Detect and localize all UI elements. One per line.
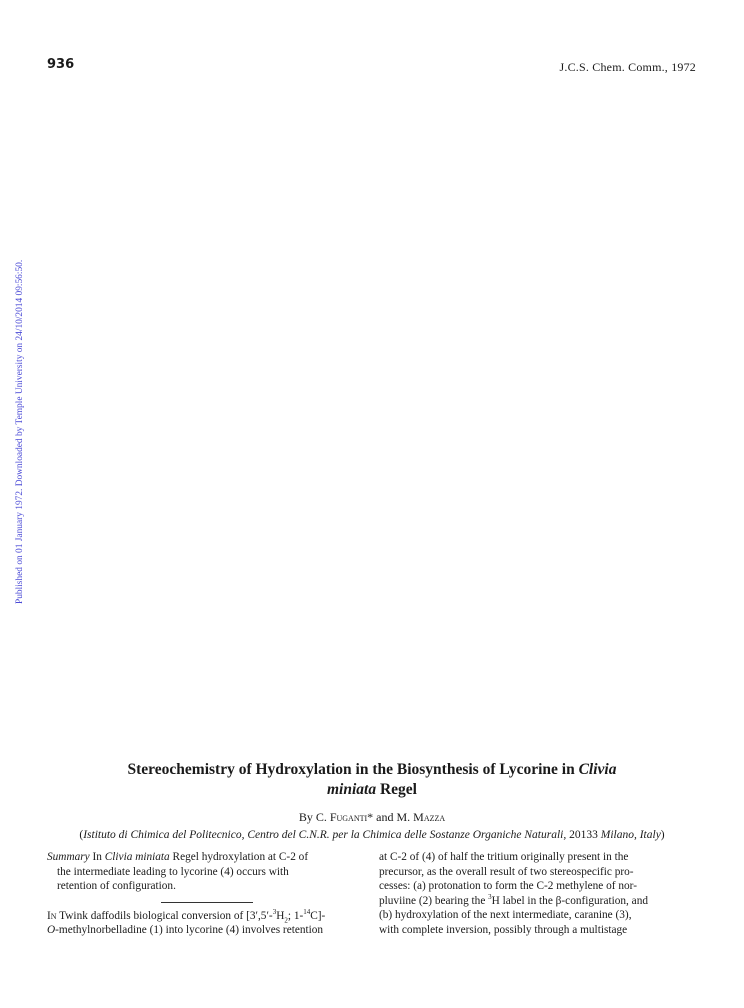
- body-text: H: [276, 909, 285, 922]
- summary-species: Clivia miniata: [104, 851, 170, 863]
- right-column: [379, 850, 698, 938]
- summary-text: In: [89, 851, 105, 863]
- left-column: [47, 850, 366, 938]
- body-text: C]-: [310, 909, 326, 922]
- affil-city: Milano, Italy: [600, 829, 661, 841]
- body-text: ; 1-: [287, 909, 304, 922]
- title-species: miniata: [327, 781, 377, 798]
- author-mazza: Mazza: [413, 810, 446, 824]
- isotope-sub: 2: [284, 916, 288, 925]
- body-line: with complete inversion, possibly through a multistage: [379, 923, 628, 936]
- isotope-sup: 3: [272, 908, 277, 917]
- body-text: pluviine (2) bearing the: [379, 894, 489, 907]
- article-title: [40, 760, 704, 800]
- summary-divider: [161, 902, 253, 903]
- isotope-sup: 3: [488, 893, 492, 902]
- body-text: Twink daffodils biological conversion of [3′,5′-: [56, 909, 273, 922]
- byline: [40, 810, 704, 825]
- byline-prefix: By C.: [298, 810, 330, 824]
- title-text: Stereochemistry of Hydroxylation in the Biosynthesis of Lycorine in: [127, 761, 579, 778]
- body-line: (b) hydroxylation of the next intermediate, caranine (3),: [379, 909, 632, 922]
- affil-open: (: [79, 829, 84, 841]
- body-line: cesses: (a) protonation to form the C-2 methylene of nor-: [379, 880, 637, 893]
- body-line: precursor, as the overall result of two stereospecific pro-: [379, 865, 634, 878]
- affil-postcode: 20133: [566, 829, 601, 841]
- affil-institute: Istituto di Chimica del Politecnico, Centro del C.N.R. per la Chimica delle Sostanze Organiche Naturali,: [83, 829, 567, 841]
- isotope-sup: 14: [303, 908, 311, 917]
- summary-text: Regel hydroxylation at C-2 of: [169, 851, 309, 863]
- summary-block: [47, 850, 366, 894]
- summary-line: the intermediate leading to lycorine (4) occurs with: [57, 865, 289, 878]
- affil-close: ): [660, 829, 665, 841]
- title-suffix: Regel: [376, 781, 417, 798]
- affiliation: [40, 829, 704, 841]
- watermark-text: Published on 01 January 1972. Downloaded by Temple University on 24/10/2014 09:56:50.: [15, 259, 25, 604]
- body-line: at C-2 of (4) of half the tritium originally present in the: [379, 851, 629, 863]
- summary-line: retention of configuration.: [57, 880, 176, 893]
- body-paragraph: [47, 909, 366, 938]
- author-fuganti: Fuganti: [329, 810, 368, 824]
- summary-label: Summary: [47, 851, 90, 863]
- byline-and: and M.: [373, 810, 414, 824]
- body-text: H label in the β-configuration, and: [491, 894, 648, 907]
- journal-header: J.C.S. Chem. Comm., 1972: [559, 60, 696, 74]
- page-number: 936: [47, 57, 75, 72]
- body-line: [379, 894, 698, 909]
- title-genus: Clivia: [578, 761, 617, 778]
- body-text: -methylnorbelladine (1) into lycorine (4) involves retention: [55, 924, 324, 937]
- download-watermark: [3, 212, 25, 604]
- lead-word: In: [47, 909, 57, 922]
- body-text: O: [47, 924, 56, 937]
- corresponding-mark: *: [367, 810, 374, 824]
